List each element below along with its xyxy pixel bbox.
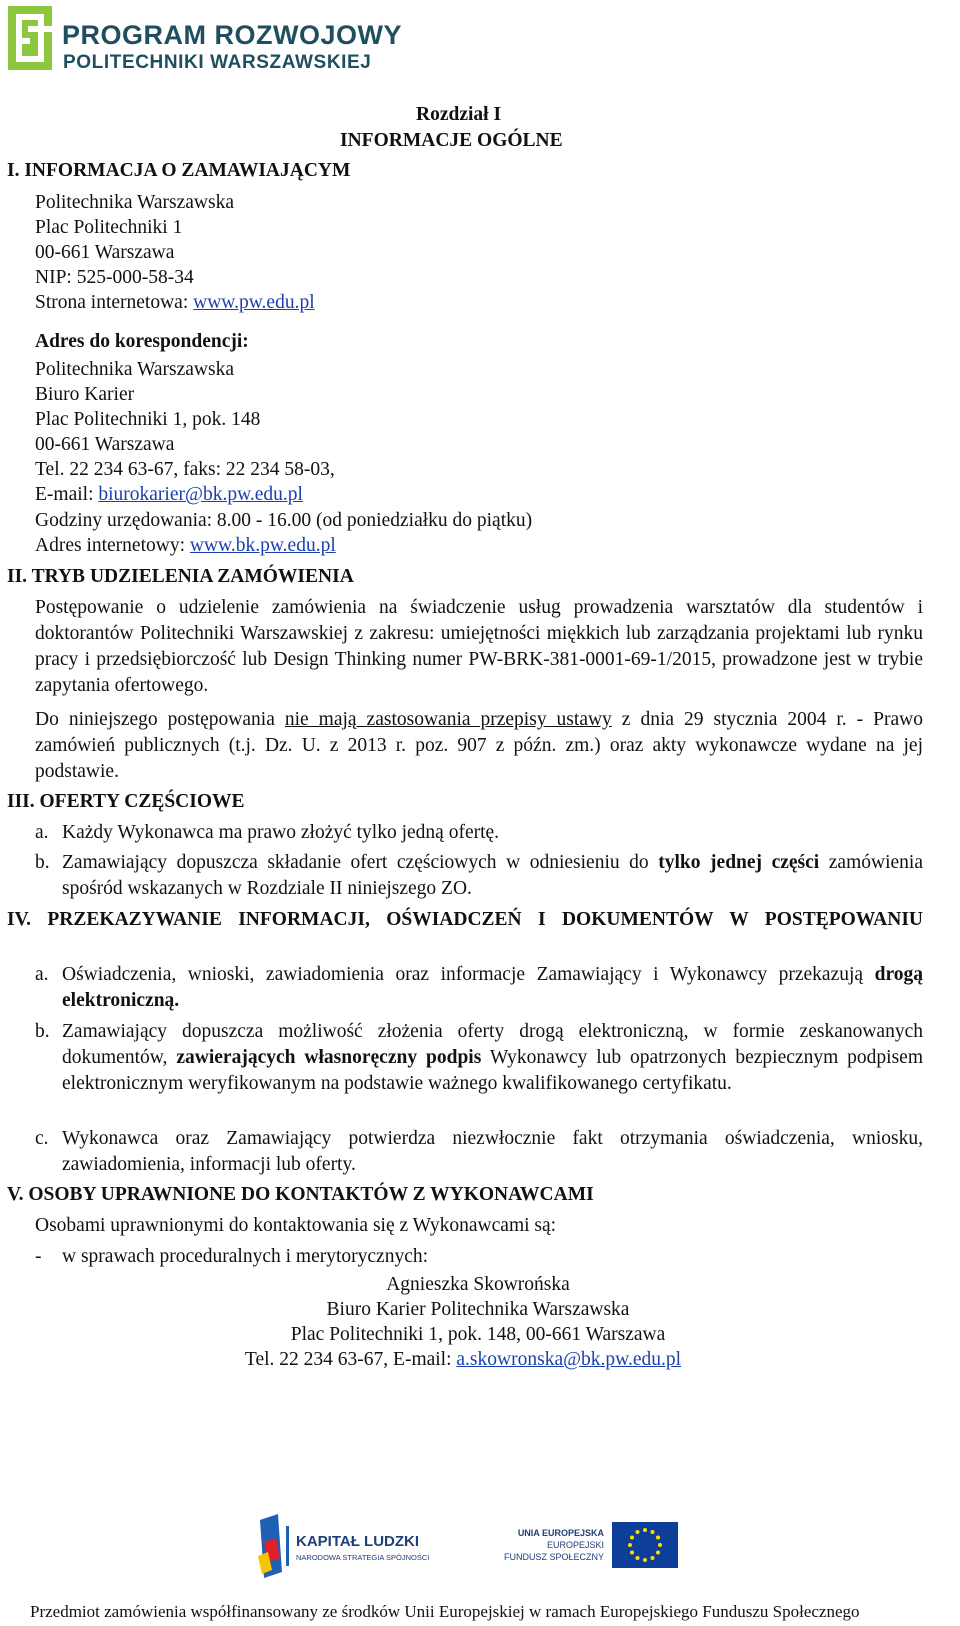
internet-link[interactable]: www.bk.pw.edu.pl [189, 535, 336, 556]
org-name: Politechnika Warszawska [35, 192, 234, 213]
org-city: 00-661 Warszawa [35, 242, 175, 263]
section-1-heading: I. INFORMACJA O ZAMAWIAJĄCYM [7, 160, 351, 181]
kl-subtitle: NARODOWA STRATEGIA SPÓJNOŚCI [296, 1553, 430, 1562]
email-line: E-mail: biurokarier@bk.pw.edu.pl [35, 484, 303, 505]
eu-star-icon [630, 1536, 634, 1540]
org-nip: NIP: 525-000-58-34 [35, 267, 194, 288]
section-4-heading: IV. PRZEKAZYWANIE INFORMACJI, OŚWIADCZEŃ I DOKUMENTÓW W POSTĘPOWANIU [7, 909, 923, 930]
internet-line: Adres internetowy: www.bk.pw.edu.pl [35, 535, 336, 556]
eu-star-icon [636, 1530, 640, 1534]
list-marker: b. [35, 1021, 50, 1042]
office-hours: Godziny urzędowania: 8.00 - 16.00 (od poniedziałku do piątku) [35, 510, 533, 531]
kl-title: KAPITAŁ LUDZKI [296, 1533, 420, 1550]
logo-title: PROGRAM ROZWOJOWY [62, 20, 402, 50]
communication-item-b: Zamawiający dopuszcza możliwość złożenia oferty drogą elektroniczną, w formie zeskanowanych dokumentów, zawierających własnoręczny podpis Wykonawcy lub opatrzonych bezpiecznym podpisem elektronicznym weryfikowanym na podstawie ważnego kwalifikowanego certyfikatu. [62, 1021, 923, 1094]
chapter-label: Rozdział I [416, 104, 502, 125]
chapter-title: INFORMACJE OGÓLNE [340, 130, 563, 151]
communication-item-c: Wykonawca oraz Zamawiający potwierdza niezwłocznie fakt otrzymania oświadczenia, wniosku, zawiadomienia, informacji lub oferty. [62, 1128, 923, 1175]
list-marker: a. [35, 964, 49, 985]
corr-org: Politechnika Warszawska [35, 359, 234, 380]
section-5-heading: V. OSOBY UPRAWNIONE DO KONTAKTÓW Z WYKONAWCAMI [7, 1184, 594, 1205]
eu-line1: UNIA EUROPEJSKA [517, 1528, 604, 1538]
partial-offer-item-a: Każdy Wykonawca ma prawo złożyć tylko jedną ofertę. [62, 822, 500, 843]
eu-star-icon [658, 1543, 662, 1547]
eu-line3: FUNDUSZ SPOŁECZNY [503, 1552, 604, 1562]
eu-star-icon [651, 1556, 655, 1560]
website-line: Strona internetowa: www.pw.edu.pl [35, 292, 315, 313]
procedure-paragraph: Postępowanie o udzielenie zamówienia na świadczenie usług prowadzenia warsztatów dla studentów i doktorantów Politechniki Warszawskiej z zakresu: umiejętności miękkich lub zarządzania projektami lub rynku pracy i przedsiębiorczość lub Design Thinking numer PW-BRK-381-0001-69-1/2015, prowadzone jest w trybie zapytania ofertowego. [35, 597, 923, 696]
eu-star-icon [656, 1536, 660, 1540]
eu-star-icon [643, 1558, 647, 1562]
partial-offer-item-b: Zamawiający dopuszcza składanie ofert częściowych w odniesieniu do tylko jednej części zamówienia spośród wskazanych w Rozdziale II niniejszego ZO. [62, 852, 923, 899]
eu-star-icon [643, 1528, 647, 1532]
communication-item-a: Oświadczenia, wnioski, zawiadomienia oraz informacje Zamawiający i Wykonawcy przekazują drogą elektroniczną. [62, 964, 923, 1011]
eu-star-icon [651, 1530, 655, 1534]
list-marker: c. [35, 1128, 49, 1149]
contact-org: Biuro Karier Politechnika Warszawska [326, 1299, 630, 1320]
eu-star-icon [630, 1551, 634, 1555]
org-street: Plac Politechniki 1 [35, 217, 183, 238]
eu-efs-logo-icon [503, 1522, 708, 1572]
corr-unit: Biuro Karier [35, 384, 135, 405]
list-marker: b. [35, 852, 50, 873]
contact-address: Plac Politechniki 1, pok. 148, 00-661 Warszawa [290, 1324, 666, 1345]
eu-line2: EUROPEJSKI [546, 1540, 604, 1550]
kapital-ludzki-logo-icon [256, 1512, 476, 1582]
contact-phone-email: Tel. 22 234 63-67, E-mail: a.skowronska@bk.pw.edu.pl [244, 1349, 682, 1370]
website-link[interactable]: www.pw.edu.pl [193, 292, 315, 313]
corr-phone: Tel. 22 234 63-67, faks: 22 234 58-03, [35, 459, 335, 480]
section-3-heading: III. OFERTY CZĘŚCIOWE [7, 791, 245, 812]
corr-street: Plac Politechniki 1, pok. 148 [35, 409, 261, 430]
contact-name: Agnieszka Skowrońska [386, 1274, 570, 1295]
contact-intro: Osobami uprawnionymi do kontaktowania się z Wykonawcami są: [35, 1215, 557, 1236]
section-2-heading: II. TRYB UDZIELENIA ZAMÓWIENIA [7, 566, 354, 587]
corr-city: 00-661 Warszawa [35, 434, 175, 455]
contact-scope: w sprawach proceduralnych i merytorycznych: [62, 1246, 429, 1267]
law-paragraph: Do niniejszego postępowania nie mają zastosowania przepisy ustawy z dnia 29 stycznia 2004 r. - Prawo zamówień publicznych (t.j. Dz. U. z 2013 r. poz. 907 z późn. zm.) oraz akty wykonawcze wydane na jej podstawie. [35, 709, 923, 782]
cofinancing-note: Przedmiot zamówienia współfinansowany ze środków Unii Europejskiej w ramach Europejskiego Funduszu Społecznego [30, 1602, 860, 1621]
eu-star-icon [628, 1543, 632, 1547]
eu-star-icon [636, 1556, 640, 1560]
email-link[interactable]: biurokarier@bk.pw.edu.pl [98, 484, 303, 505]
list-dash: - [35, 1246, 42, 1267]
correspondence-heading: Adres do korespondencji: [35, 331, 249, 352]
contact-email-link[interactable]: a.skowronska@bk.pw.edu.pl [456, 1349, 682, 1370]
list-marker: a. [35, 822, 49, 843]
eu-star-icon [656, 1551, 660, 1555]
logo-subtitle: POLITECHNIKI WARSZAWSKIEJ [63, 52, 372, 73]
